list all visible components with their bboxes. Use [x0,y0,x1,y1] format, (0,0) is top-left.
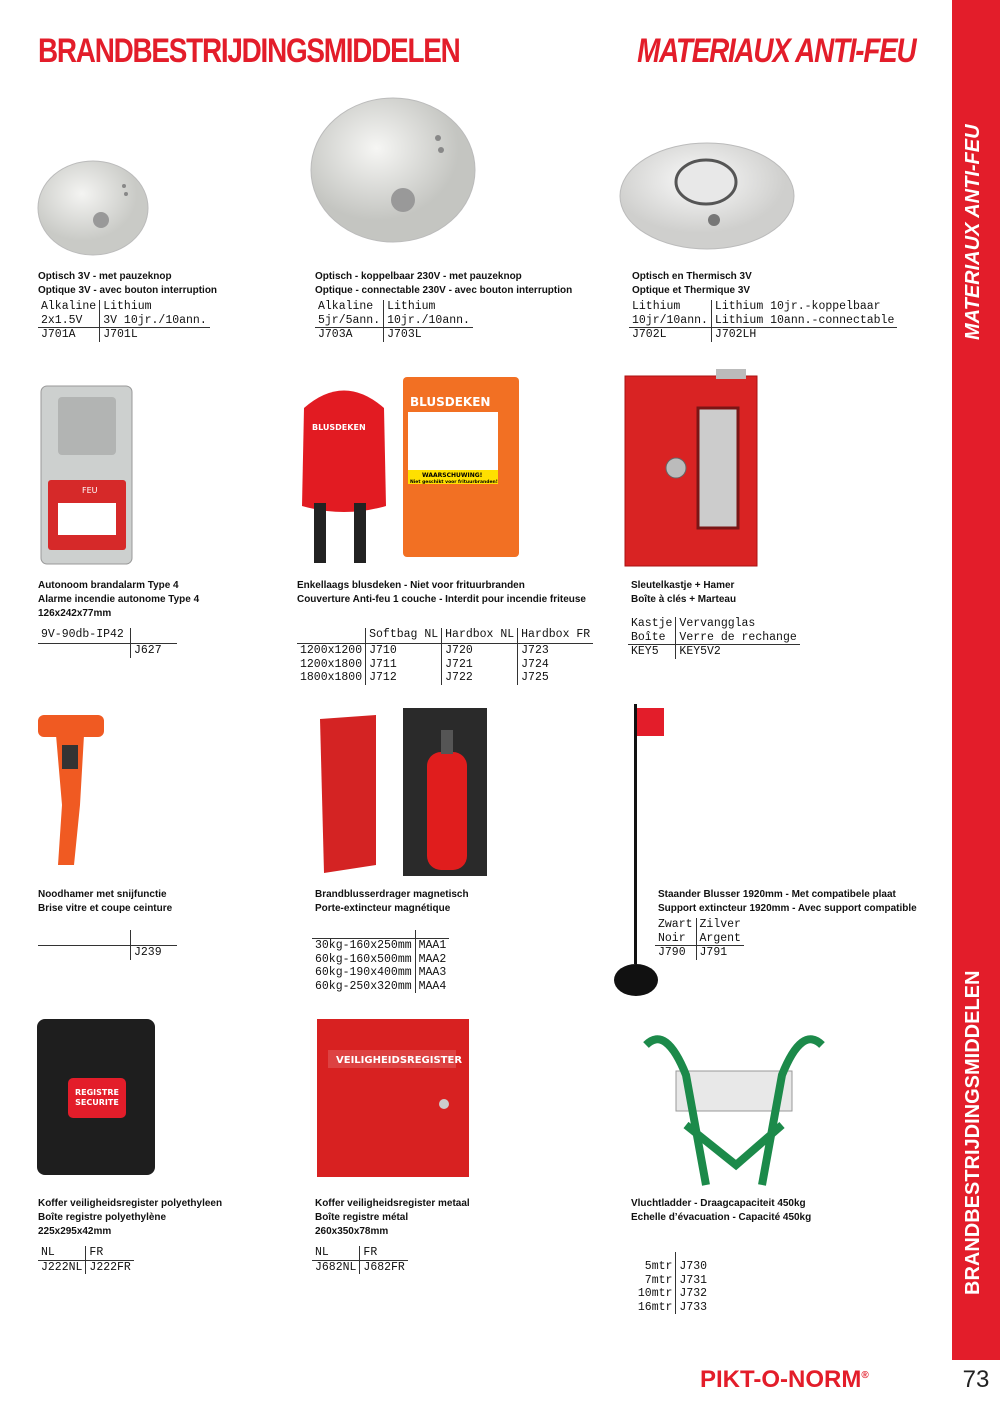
table-cell: J730 J731 J732 J733 [676,1260,710,1314]
table-cell: NL [312,1246,360,1260]
description-line: Porte-extincteur magnétique [315,902,451,914]
product-code-table [315,300,473,342]
product-description [38,887,172,915]
description-line: Optique - connectable 230V - avec bouton interruption [315,284,573,296]
metal-register-label: VEILIGHEIDSREGISTER [336,1055,463,1066]
table-cell: J702LH [711,328,897,342]
table-cell: J791 [696,946,744,960]
fire-blanket-softbag-image [294,378,394,568]
table-row [655,946,744,960]
description-line: Optique et Thermique 3V [632,284,751,296]
table-cell: J703L [384,328,473,342]
table-cell: J703A [318,328,353,341]
empty-cell [628,1252,676,1260]
escape-ladder-image [626,1015,844,1191]
table-header-row [312,1246,408,1260]
empty-cell [676,1252,710,1260]
smoke-detector-connectable-image [308,88,478,248]
table-header-row [312,930,449,939]
product-description [38,269,217,297]
description-line: Alarme incendie autonome Type 4 [38,593,200,605]
table-cell: J723 J724 J725 [518,644,594,685]
empty-cell [38,930,131,946]
description-line: Brise vitre et coupe ceinture [38,902,173,914]
description-line: Boîte registre polyethylène [38,1211,167,1223]
product-description [632,269,752,297]
table-header-row [38,930,177,946]
description-line: Sleutelkastje + Hamer [631,579,735,591]
key-box-image [624,368,758,568]
fire-blanket-hardbox-image [402,376,520,564]
table-cell: KEY5V2 [676,645,800,659]
description-line: Optisch en Thermisch 3V [632,270,752,282]
empty-cell [131,628,178,644]
table-cell: J682NL [315,1260,357,1274]
description-line: Autonoom brandalarm Type 4 [38,579,179,591]
table-row [312,939,449,994]
description-line: Koffer veiligheidsregister metaal [315,1197,470,1209]
smoke-detector-image [36,150,151,260]
table-row [38,946,177,960]
table-cell: Alkaline 2x1.5V [38,300,100,328]
table-row [628,645,800,659]
description-line: 260x350x78mm [315,1225,389,1237]
table-cell: J701L [100,328,210,342]
description-line: Noodhamer met snijfunctie [38,888,167,900]
logo-registered-mark: ® [861,1370,869,1381]
brand-logo [700,1366,869,1394]
description-line: Optisch 3V - met pauzeknop [38,270,172,282]
empty-cell [38,644,131,658]
sidebar-label-nl: BRANDBESTRIJDINGSMIDDELEN [962,970,984,1295]
product-description [38,1196,222,1238]
description-line: Vluchtladder - Draagcapaciteit 450kg [631,1197,806,1209]
table-cell: 9V-90db-IP42 [38,628,131,644]
table-cell: J239 [131,946,178,960]
register-box-plastic-image [36,1018,156,1176]
product-description [315,269,572,297]
heat-smoke-detector-image [618,140,796,252]
table-cell: J222FR [86,1260,134,1274]
hardbox-warning-text: Niet geschikt voor frituurbranden! [410,480,498,485]
description-line: Couverture Anti-feu 1 couche - Interdit pour incendie friteuse [297,593,586,605]
table-row [628,1260,710,1314]
table-cell: Lithium 3V 10jr./10ann. [100,300,210,328]
table-cell: KEY5 [631,645,659,658]
table-row [312,1260,408,1274]
table-cell: J627 [131,644,178,658]
table-cell: Zilver Argent [696,918,744,946]
softbag-label: BLUSDEKEN [312,423,366,432]
table-cell: J720 J721 J722 [442,644,518,685]
description-line: Koffer veiligheidsregister polyethyleen [38,1197,223,1209]
logo-text: PIKT-O-NORM [700,1366,862,1393]
table-cell: 1200x1200 1200x1800 1800x1800 [300,644,363,684]
table-cell: J222NL [41,1260,83,1274]
product-code-table [38,628,177,658]
extinguisher-on-holder-image [403,708,487,876]
description-line: 126x242x77mm [38,607,112,619]
product-code-table [312,1246,408,1274]
emergency-hammer-image [34,715,108,870]
empty-cell [38,946,131,960]
product-description [297,578,586,606]
product-description [631,578,736,606]
hardbox-label: BLUSDEKEN [410,395,491,409]
table-row [297,644,593,685]
product-description [315,1196,470,1238]
product-description [631,1196,811,1224]
description-line: Echelle d’évacuation - Capacité 450kg [631,1211,812,1223]
product-code-table [628,617,800,659]
product-code-table [312,930,449,993]
fire-alarm-unit-image [40,385,133,565]
table-cell: FR [86,1246,134,1260]
page-title-nl: BRANDBESTRIJDINGSMIDDELEN [38,32,460,70]
description-line: Optique 3V - avec bouton interruption [38,284,218,296]
description-line: Optisch - koppelbaar 230V - met pauzeknop [315,270,522,282]
table-row [38,328,210,342]
product-code-table [38,930,177,960]
description-line: Staander Blusser 1920mm - Met compatibele plaat [658,888,896,900]
table-cell: J710 J711 J712 [366,644,442,685]
product-code-table [38,300,210,342]
product-description [38,578,199,620]
table-header-row [628,617,800,645]
table-cell: 5mtr 7mtr 10mtr 16mtr [637,1260,673,1314]
table-cell: 30kg-160x250mm 60kg-160x500mm 60kg-190x400mm 60kg-250x320mm [315,939,412,993]
table-cell: Lithium 10jr.-koppelbaar Lithium 10ann.-connectable [711,300,897,328]
description-line: Boîte à clés + Marteau [631,593,737,605]
page-number: 73 [952,1360,1000,1414]
product-code-table [297,628,593,685]
table-cell: Lithium 10jr./10ann. [384,300,473,328]
table-header-row [38,300,210,328]
empty-cell [312,930,415,939]
description-line: Support extincteur 1920mm - Avec support compatible [658,902,917,914]
table-cell: NL [38,1246,86,1260]
alarm-label: FEU [82,486,98,495]
table-cell: Lithium 10jr/10ann. [629,300,711,328]
hardbox-warning: WAARSCHUWING! [422,472,483,479]
table-row [629,328,897,342]
empty-cell [415,930,449,939]
description-line: 225x295x42mm [38,1225,112,1237]
magnetic-holder-plate-image [314,715,382,875]
table-cell: Softbag NL [366,628,442,644]
empty-cell [131,930,178,946]
table-cell: J702L [632,328,667,341]
page-title-fr: MATERIAUX ANTI-FEU [636,32,915,70]
table-row [315,328,473,342]
sidebar-label-fr: MATERIAUX ANTI-FEU [962,124,984,340]
table-cell: Alkaline 5jr/5ann. [315,300,384,328]
table-header-row [38,628,177,644]
table-cell: Hardbox NL [442,628,518,644]
table-cell: Zwart Noir [655,918,696,946]
table-header-row [629,300,897,328]
table-cell: J682FR [360,1260,408,1274]
product-code-table [655,918,744,960]
table-cell: Hardbox FR [518,628,594,644]
table-cell: FR [360,1246,408,1260]
table-cell: J790 [658,946,686,959]
product-description [315,887,469,915]
empty-cell [297,628,366,644]
table-header-row [38,1246,134,1260]
table-cell: Vervangglas Verre de rechange [676,617,800,645]
table-row [38,1260,134,1274]
description-line: Enkellaags blusdeken - Niet voor frituurbranden [297,579,525,591]
description-line: Brandblusserdrager magnetisch [315,888,469,900]
table-cell: Kastje Boîte [628,617,676,645]
register-box-metal-image [316,1018,470,1178]
product-code-table [628,1252,710,1314]
table-row [38,644,177,658]
table-cell: J701A [41,328,76,341]
product-code-table [629,300,897,342]
product-description [658,887,917,915]
product-code-table [38,1246,134,1274]
table-header-row [628,1252,710,1260]
description-line: Boîte registre métal [315,1211,409,1223]
table-header-row [297,628,593,644]
table-header-row [315,300,473,328]
table-cell: MAA1 MAA2 MAA3 MAA4 [415,939,449,994]
register-label: REGISTRE SECURITE [74,1088,120,1107]
table-header-row [655,918,744,946]
